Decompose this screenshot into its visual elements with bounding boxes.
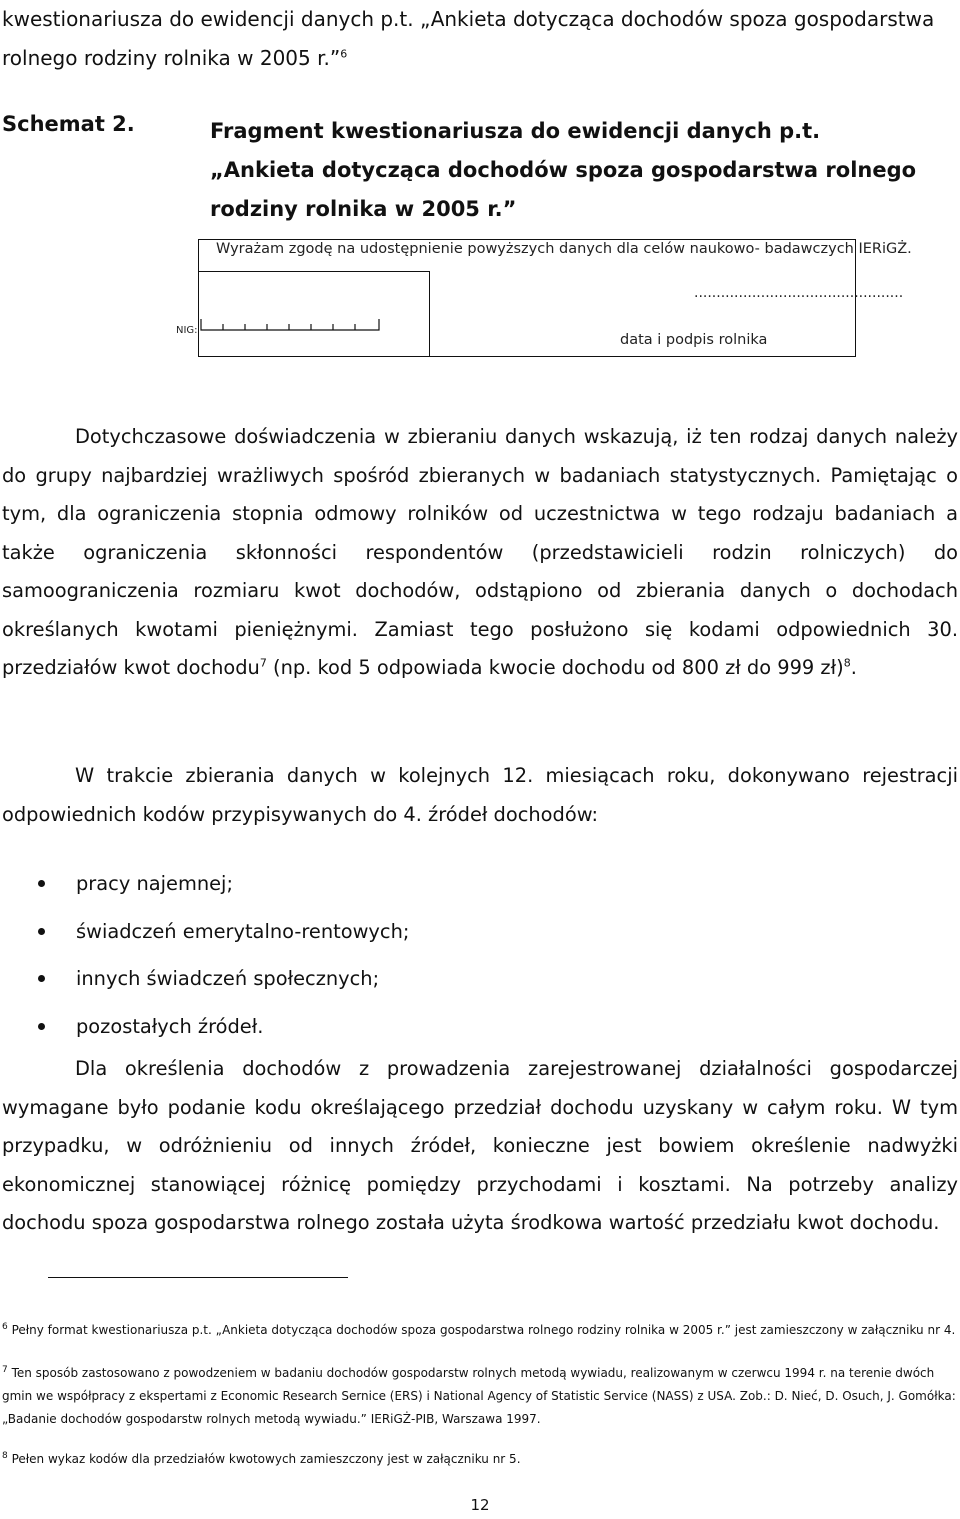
intro-paragraph <box>2 0 958 78</box>
footnote-number: 8 <box>2 1451 8 1461</box>
bullet-icon <box>38 1023 45 1030</box>
footnote-text: Ten sposób zastosowano z powodzeniem w badaniu dochodów gospodarstw rolnych metodą wywiadu, realizowanym w czerwcu 1994 r. na terenie dwóch gmin we współpracy z ekspertami z Economic Research Sernice (ERS) i National Agency of Statistic Service (NASS) z USA. Zob.: D. Nieć, D. Osuch, J. Gomółka: „Badanie dochodów gospodarstw rolnych metodą wywiadu.” IERiGŻ-PIB, Warszawa 1997. <box>2 1366 956 1426</box>
consent-text: Wyrażam zgodę na udostępnienie powyższych danych dla celów naukowo- badawczych IERiGŻ. <box>216 241 912 257</box>
page-number: 12 <box>470 1496 490 1514</box>
list-item <box>0 866 700 914</box>
footnote-7 <box>2 1362 958 1431</box>
paragraph-1 <box>2 418 958 688</box>
list-item-text: innych świadczeń społecznych; <box>76 967 380 990</box>
nig-label: NIG: <box>176 325 198 336</box>
footnote-number: 6 <box>2 1322 8 1332</box>
bullet-icon <box>38 880 45 887</box>
list-item <box>0 1009 700 1057</box>
footnote-number: 7 <box>2 1365 8 1375</box>
list-item-text: pozostałych źródeł. <box>76 1014 264 1038</box>
schemat-label: Schemat 2. <box>2 112 135 136</box>
paragraph-3: Dla określenia dochodów z prowadzenia zarejestrowanej działalności gospodarczej wymagane było podanie kodu określającego przedział dochodu uzyskany w całym roku. W tym przypadku, w odróżnieniu od innych źródeł, konieczne jest bowiem określenie nadwyżki ekonomicznej stanowiącej różnicę pomiędzy przychodami i kosztami. Na potrzeby analizy dochodu spoza gospodarstwa rolnego została użyta środkowa wartość przedziału kwot dochodu. <box>2 1057 958 1234</box>
signature-caption: data i podpis rolnika <box>620 332 768 348</box>
signature-dotted-line: ............................................... <box>694 285 904 301</box>
schemat-title: Fragment kwestionariusza do ewidencji danych p.t. „Ankieta dotycząca dochodów spoza gospodarstwa rolnego rodziny rolnika w 2005 r.” <box>210 119 917 221</box>
list-item-text: świadczeń emerytalno-rentowych; <box>76 919 410 943</box>
footnote-ref-8: 8 <box>843 656 851 670</box>
nig-box <box>198 271 430 357</box>
footnote-ref-7: 7 <box>259 656 267 670</box>
footnote-6 <box>2 1319 958 1342</box>
nig-digit-cells <box>200 318 380 331</box>
footnote-text: Pełen wykaz kodów dla przedziałów kwotowych zamieszczony jest w załączniku nr 5. <box>11 1452 521 1466</box>
intro-footnote-ref: 6 <box>340 47 348 61</box>
paragraph-1-text-a: Dotychczasowe doświadczenia w zbieraniu danych wskazują, iż ten rodzaj danych należy do grupy najbardziej wrażliwych spośród zbieranych w badaniach statystycznych. Pamiętając o tym, dla ograniczenia stopnia odmowy rolników od uczestnictwa w tego rodzaju badaniach a także ograniczenia skłonności respondentów (przedstawicieli rodzin rolniczych) do samoograniczenia rozmiaru kwot dochodów, odstąpiono od zbierania danych o dochodach określanych kwotami pieniężnymi. Zamiast tego posłużono się kodami odpowiednich 30. przedziałów kwot dochodu <box>2 425 958 679</box>
bullet-icon <box>38 928 45 935</box>
list-item <box>0 914 700 962</box>
list-item-text: pracy najemnej; <box>76 872 233 895</box>
income-source-list <box>0 866 700 1056</box>
list-item <box>0 961 700 1009</box>
bullet-icon <box>38 975 45 982</box>
footnote-8 <box>2 1448 958 1471</box>
footnote-separator <box>48 1277 348 1278</box>
paragraph-2: W trakcie zbierania danych w kolejnych 12. miesiącach roku, dokonywano rejestracji odpowiednich kodów przypisywanych do 4. źródeł dochodów: <box>2 764 958 826</box>
footnote-text: Pełny format kwestionariusza p.t. „Ankieta dotycząca dochodów spoza gospodarstwa rolnego rodziny rolnika w 2005 r.” jest zamieszczony w załączniku nr 4. <box>11 1323 956 1337</box>
paragraph-1-text-c: . <box>850 656 857 679</box>
paragraph-1-text-b: (np. kod 5 odpowiada kwocie dochodu od 800 zł do 999 zł) <box>266 656 844 679</box>
intro-text: kwestionariusza do ewidencji danych p.t. „Ankieta dotycząca dochodów spoza gospodarstwa rolnego rodziny rolnika w 2005 r.” <box>2 7 935 70</box>
